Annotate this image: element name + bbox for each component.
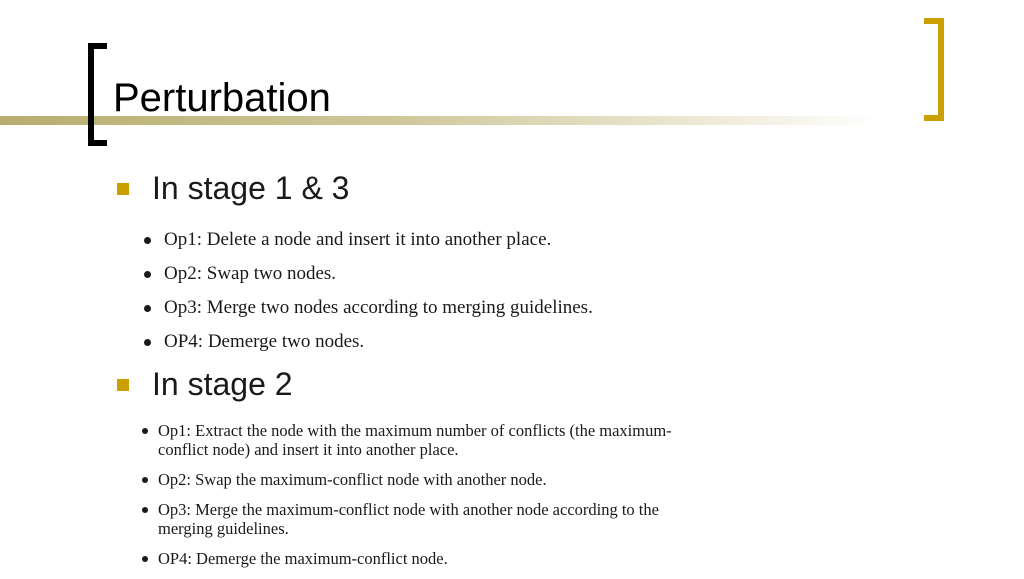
section-heading-label: In stage 2 [152, 366, 293, 402]
slide-title: Perturbation [113, 76, 331, 120]
square-bullet-icon [117, 183, 129, 195]
section-heading-label: In stage 1 & 3 [152, 170, 350, 206]
section-heading-stage-2 [117, 366, 293, 403]
list-item: Op1: Extract the node with the maximum number of conflicts (the maximum-conflict node) and insert it into another place. [141, 421, 678, 459]
bullet-dot-icon [142, 556, 148, 562]
list-item: Op3: Merge the maximum-conflict node with another node according to the merging guidelines. [141, 500, 678, 538]
right-bracket-decoration [924, 18, 944, 121]
bullet-dot-icon [144, 271, 151, 278]
stage-2-operations-list [141, 421, 678, 579]
stage-1-3-operations-list [143, 226, 593, 362]
bullet-dot-icon [142, 428, 148, 434]
bullet-dot-icon [144, 305, 151, 312]
list-item: OP4: Demerge two nodes. [143, 328, 593, 362]
left-bracket-decoration [88, 43, 107, 146]
bullet-dot-icon [142, 477, 148, 483]
list-item: Op2: Swap the maximum-conflict node with another node. [141, 470, 678, 489]
bullet-dot-icon [144, 339, 151, 346]
bullet-dot-icon [144, 237, 151, 244]
list-item: Op2: Swap two nodes. [143, 260, 593, 294]
square-bullet-icon [117, 379, 129, 391]
bullet-dot-icon [142, 507, 148, 513]
list-item: Op3: Merge two nodes according to merging guidelines. [143, 294, 593, 328]
section-heading-stage-1-3 [117, 170, 349, 207]
list-item: OP4: Demerge the maximum-conflict node. [141, 549, 678, 568]
list-item: Op1: Delete a node and insert it into another place. [143, 226, 593, 260]
